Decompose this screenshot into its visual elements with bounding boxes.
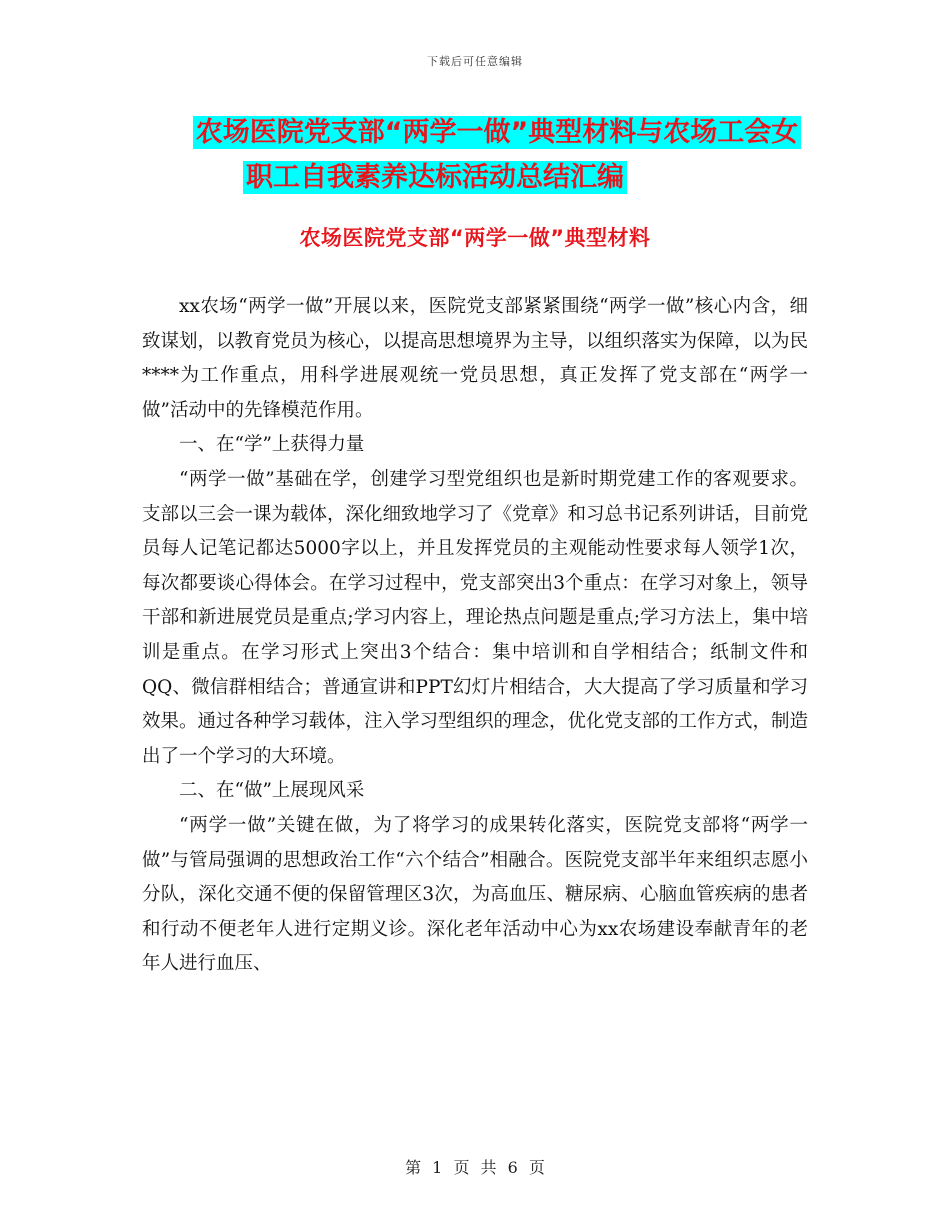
paragraph-intro: xx农场“两学一做”开展以来，医院党支部紧紧围绕“两学一做”核心内含，细致谋划，以教育党员为核心，以提高思想境界为主导，以组织落实为保障，以为民****为工作重点，用科学进展观统一党员思想，真正发挥了党支部在“两学一做”活动中的先锋模范作用。 bbox=[142, 296, 809, 421]
document-title bbox=[0, 110, 950, 200]
document-title-line-2 bbox=[0, 155, 950, 200]
heading-do: 二、在“做”上展现风采 bbox=[179, 780, 365, 802]
heading-learn: 一、在“学”上获得力量 bbox=[179, 434, 365, 456]
section-title: 农场医院党支部“两学一做”典型材料 bbox=[299, 226, 651, 250]
document-title-line-1 bbox=[0, 110, 950, 155]
title-highlight-2: 职工自我素养达标活动总结汇编 bbox=[243, 161, 627, 194]
document-body bbox=[142, 290, 808, 982]
page-number: 第 1 页 共 6 页 bbox=[405, 1158, 545, 1177]
paragraph-learn: “两学一做”基础在学，创建学习型党组织也是新时期党建工作的客观要求。支部以三会一课为载体，深化细致地学习了《党章》和习总书记系列讲话，目前党员每人记笔记都达5000字以上，并且发挥党员的主观能动性要求每人领学1次，每次都要谈心得体会。在学习过程中，党支部突出3个重点：在学习对象上，领导干部和新进展党员是重点;学习内容上，理论热点问题是重点;学习方法上，集中培训是重点。在学习形式上突出3个结合：集中培训和自学相结合；纸制文件和QQ、微信群相结合；普通宣讲和PPT幻灯片相结合，大大提高了学习质量和学习效果。通过各种学习载体，注入学习型组织的理念，优化党支部的工作方式，制造出了一个学习的大环境。 bbox=[142, 468, 809, 767]
paragraph-do: “两学一做”关键在做，为了将学习的成果转化落实，医院党支部将“两学一做”与管局强调的思想政治工作“六个结合”相融合。医院党支部半年来组织志愿小分队，深化交通不便的保留管理区3次，为高血压、糖尿病、心脑血管疾病的患者和行动不便老年人进行定期义诊。深化老年活动中心为xx农场建设奉献青年的老年人进行血压、 bbox=[142, 814, 808, 975]
title-highlight-1: 农场医院党支部“两学一做”典型材料与农场工会女 bbox=[193, 116, 802, 149]
page-header-note: 下载后可任意编辑 bbox=[427, 55, 523, 68]
